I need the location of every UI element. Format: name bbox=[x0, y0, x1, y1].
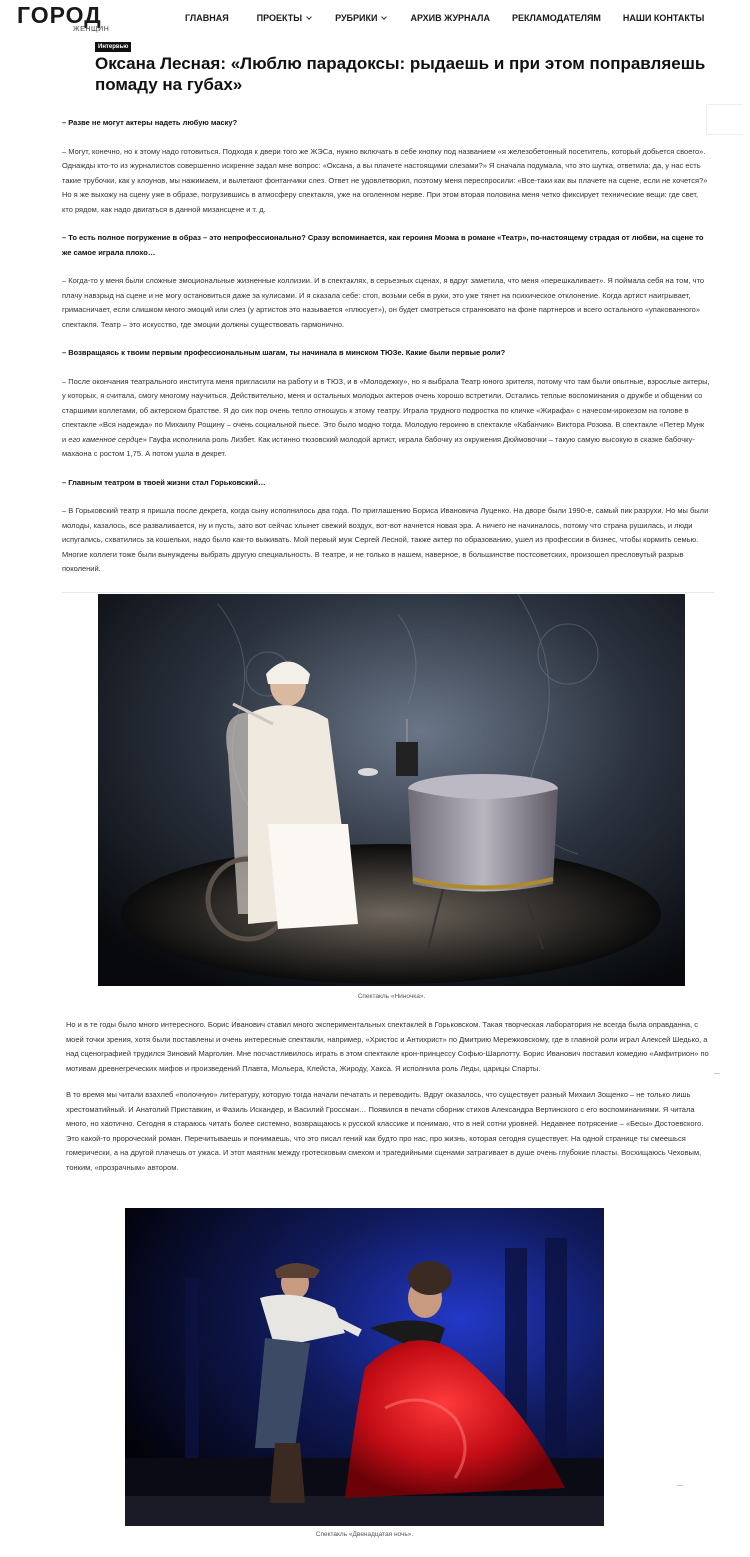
nav-item-label: РУБРИКИ bbox=[335, 13, 378, 23]
article-photo-ninochka bbox=[98, 594, 685, 986]
article-paragraph: Но и в те годы было много интересного. Борис Иванович ставил много экспериментальных спектаклей в Горьковском. Такая творческая лаборатория не всегда была оправданна, с моей точки зрения, хотя были поставлены и очень интересные спектакли, например, «Христос и Антихрист» по Дмитрию Мережковскому, где в главной роли играл Алексей Шедько, а над сценографией трудился Зиновий Марголин. Мне посчастливилось играть в этом спектакле крон-принцессу Софью-Шарлотту. Борис Иванович поставил комедию «Амфитрион» по мотивам древнегреческих мифов и произведений Плавта, Мольера, Клейста, Жироду, Хакса. Я исполнила роль Леды, царицы Спарты. bbox=[66, 1020, 709, 1073]
interview-question: – Возвращаясь к твоим первым профессиональным шагам, ты начинала в минском ТЮЗе. Какие были первые роли? bbox=[62, 348, 506, 357]
page-title: Оксана Лесная: «Люблю парадоксы: рыдаешь и при этом поправляешь помаду на губах» bbox=[95, 54, 706, 94]
nav-item-label: АРХИВ ЖУРНАЛА bbox=[410, 13, 490, 23]
interview-question: – То есть полное погружение в образ – это непрофессионально? Сразу вспоминается, как героиня Моэма в романе «Театр», по-настоящему страдая от любви, на сцене то же самое играла плохо… bbox=[62, 233, 704, 257]
interview-question: – Разве не могут актеры надеть любую маску? bbox=[62, 118, 238, 127]
chevron-down-icon bbox=[306, 14, 312, 20]
article-body-continued bbox=[66, 1018, 714, 1187]
interview-answer bbox=[62, 375, 710, 462]
site-header bbox=[0, 0, 750, 38]
stage-photo-image bbox=[125, 1208, 604, 1526]
answer-italic: его каменное сердце bbox=[68, 434, 143, 444]
interview-answer: – Могут, конечно, но к этому надо готовиться. Подходя к двери того же ЖЭСа, нужно включать в себе кнопку под названием «я железобетонный посетитель, который добьется своего». Однажды кто-то из журналистов совершенно искренне задал мне вопрос: «Оксана, а вы плачете настоящими слезами?» Я сначала подумала, что это шутка, ответила: да, у нас есть такие трубочки, как у клоунов, мы нажимаем, и вылетают фонтанчики слез. Ответ не удовлетворил, поэтому меня переспросили: «Все-таки как вы плачете на сцене, если не хочется?» Но я же выхожу на сцену уже в образе, погрузившись в атмосферу спектакля, уже на оголенном нерве. При этом вторая половина меня четко фиксирует технические вещи: где свет, кто рядом, как надо двигаться в данной мизансцене и т. д. bbox=[62, 146, 708, 214]
interview-answer: – Когда-то у меня были сложные эмоциональные жизненные коллизии. И в спектаклях, в серьезных сценах, я вдруг заметила, что меня «перешкаливает». Я поймала себя на том, что плачу навзрыд на сцене и не могу остановиться даже за кулисами. И я сказала себе: стоп, возьми себя в руки, это уже тянет на психическое отклонение. Когда артист наигрывает, гримасничает, если слишком много эмоций или слез (у артистов это называется «плюсует»), он будет смотреться странновато на фоне партнеров и всего остального «упакованного» спектакля. Театр – это искусство, где эмоции должны существовать гармонично. bbox=[62, 276, 705, 329]
logo-main-text[interactable]: ГОРОД bbox=[17, 2, 102, 28]
interview-answer: – В Горьковский театр я пришла после декрета, когда сыну исполнилось два года. По приглашению Бориса Ивановича Луценко. На дворе были 1990-е, самый пик разрухи. Но мы были молоды, казалось, все разваливается, ну и пусть, зато вот сейчас хлынет свежий воздух, вот-вот начнется новая эра. А ничего не начиналось, потому что страна рушилась, и люди испугались, схватились за кошельки, надо было как-то выживать. Мой первый муж Сергей Лесной, также актер по образованию, ушел из профессии в бизнес, чтобы кормить семью. Многие коллеги тоже были вынуждены выбрать другую специальность. В театре, и не только в нашем, наверное, в большинстве постсоветских, произошел пресловутый разрыв поколений. bbox=[62, 506, 709, 573]
article-photo-twelfth-night bbox=[125, 1208, 604, 1526]
interview-question: – Главным театром в твоей жизни стал Горьковский… bbox=[62, 477, 266, 487]
answer-text: » Гауфа исполнила роль Лизбет. Как истинно тюзовский молодой артист, играла бабочку из окружения Дюймовочки – такую самую высокую в сказке бабочку-махаона с ростом 1,75. А потом ушла в декрет. bbox=[62, 434, 695, 458]
answer-text: – После окончания театрального института меня пригласили на работу и в ТЮЗ, и в «Молодежку», но я выбрала Театр юного зрителя, потому что там были опытные, взрослые актеры, у которых, я считала, смогу многому научиться. Действительно, меня и остальных молодых актеров очень хорошо встретили. Остались теплые воспоминания о дружбе и общении со старшими коллегами, об актерском братстве. Я до сих пор очень тепло отношусь к этому театру. Играла трудного подростка по кличке «Жирафа» с начесом-ирокезом на голове в спектакле «Вся надежда» по Михаилу Рощину – очень социальной пьесе. Это было модно тогда. Молодую героиню в спектакле «Кабанчик» Виктора Розова. В спектакле «Петер Мунк и bbox=[62, 376, 710, 444]
nav-item-archive[interactable] bbox=[410, 13, 490, 23]
category-badge[interactable]: Интервью bbox=[95, 42, 131, 52]
edge-mark bbox=[714, 1073, 720, 1074]
nav-item-rubrics[interactable] bbox=[335, 13, 386, 23]
nav-item-label: РЕКЛАМОДАТЕЛЯМ bbox=[511, 13, 601, 23]
nav-item-advertisers[interactable] bbox=[512, 13, 601, 23]
nav-item-contacts[interactable] bbox=[623, 13, 704, 23]
chevron-down-icon bbox=[382, 14, 388, 20]
nav-item-home[interactable] bbox=[185, 13, 229, 23]
stage-photo-image bbox=[98, 594, 685, 986]
site-logo[interactable] bbox=[17, 2, 110, 34]
edge-mark bbox=[677, 1485, 683, 1486]
nav-item-label: ГЛАВНАЯ bbox=[185, 13, 229, 23]
nav-item-projects[interactable] bbox=[257, 13, 311, 23]
main-nav bbox=[185, 13, 704, 23]
nav-item-label: НАШИ КОНТАКТЫ bbox=[622, 13, 705, 23]
article-paragraph: В то время мы читали взахлеб «полочную» литературу, которую тогда начали печатать и переводить. Вдруг оказалось, что существует разный Михаил Зощенко – не только лишь хрестоматийный. И Анатолий Приставкин, и Фазиль Искандер, и Василий Гроссман… Появился в печати сборник стихов Александра Вертинского с его воспоминаниями. Я читала много, но хаотично. Сегодня я стараюсь читать более системно, возвращаюсь к русской классике и понимаю, что в ней сотни уровней. Недавнее потрясение – «Бесы» Достоевского. Это какой-то пророческий роман. Перечитываешь и понимаешь, что это писал гений как будто про нас, про жизнь, которая сегодня существует. На одной странице ты смеешься гомерически, а на другой плачешь от ужаса. И этот маятник между гротесковым смехом и трагедийными сценами затрагивает в душе очень глубокие пласты. Восхищаюсь Чеховым, тонким, «прозрачным» автором. bbox=[66, 1090, 704, 1172]
photo-caption: Спектакль «Двенадцатая ночь». bbox=[315, 1531, 414, 1538]
article-body bbox=[62, 116, 710, 591]
photo-caption: Спектакль «Ниночка». bbox=[357, 993, 426, 1000]
logo-sub-text: ЖЕНЩИН bbox=[73, 26, 110, 33]
sidebar-box bbox=[706, 104, 743, 135]
divider bbox=[62, 592, 714, 593]
nav-item-label: ПРОЕКТЫ bbox=[256, 13, 303, 23]
